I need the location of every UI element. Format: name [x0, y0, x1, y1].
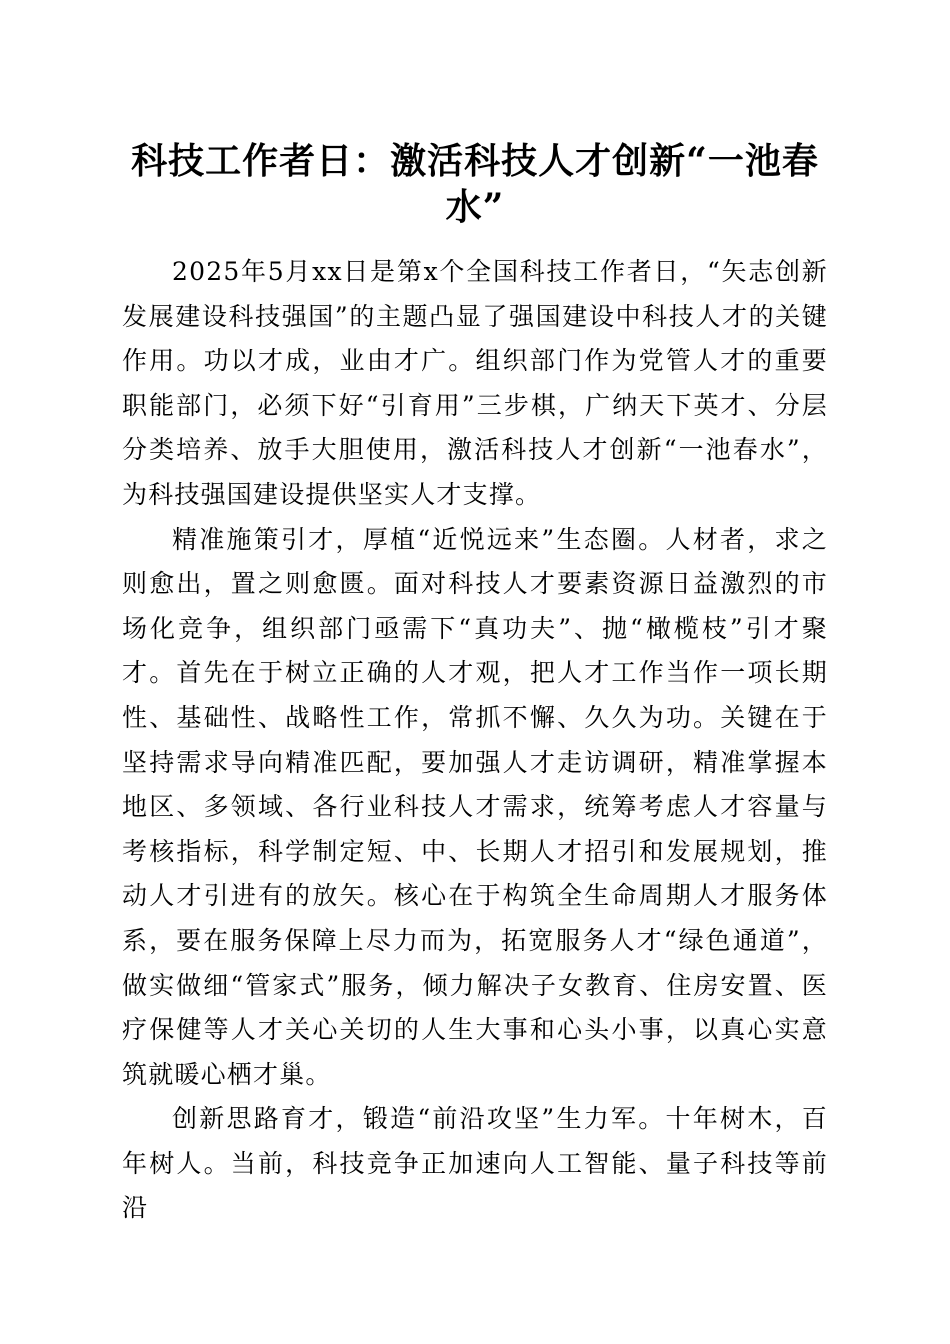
document-body — [122, 250, 828, 1231]
paragraph: 创新思路育才，锻造“前沿攻坚”生力军。十年树木，百年树人。当前，科技竞争正加速向人工智能、量子科技等前沿 — [122, 1104, 828, 1223]
document-title: 科技工作者日：激活科技人才创新“一池春水” — [131, 140, 819, 228]
paragraph: 2025年5月xx日是第x个全国科技工作者日，“矢志创新发展建设科技强国”的主题凸显了强国建设中科技人才的关键作用。功以才成，业由才广。组织部门作为党管人才的重要职能部门，必须下好“引育用”三步棋，广纳天下英才、分层分类培养、放手大胆使用，激活科技人才创新“一池春水”，为科技强国建设提供坚实人才支撑。 — [122, 257, 828, 509]
paragraph: 精准施策引才，厚植“近悦远来”生态圈。人材者，求之则愈出，置之则愈匮。面对科技人才要素资源日益激烈的市场化竞争，组织部门亟需下“真功夫”、抛“橄榄枝”引才聚才。首先在于树立正确的人才观，把人才工作当作一项长期性、基础性、战略性工作，常抓不懈、久久为功。关键在于坚持需求导向精准匹配，要加强人才走访调研，精准掌握本地区、多领域、各行业科技人才需求，统筹考虑人才容量与考核指标，科学制定短、中、长期人才招引和发展规划，推动人才引进有的放矢。核心在于构筑全生命周期人才服务体系，要在服务保障上尽力而为，拓宽服务人才“绿色通道”，做实做细“管家式”服务，倾力解决子女教育、住房安置、医疗保健等人才关心关切的人生大事和心头小事，以真心实意筑就暖心栖才巢。 — [122, 524, 828, 1089]
